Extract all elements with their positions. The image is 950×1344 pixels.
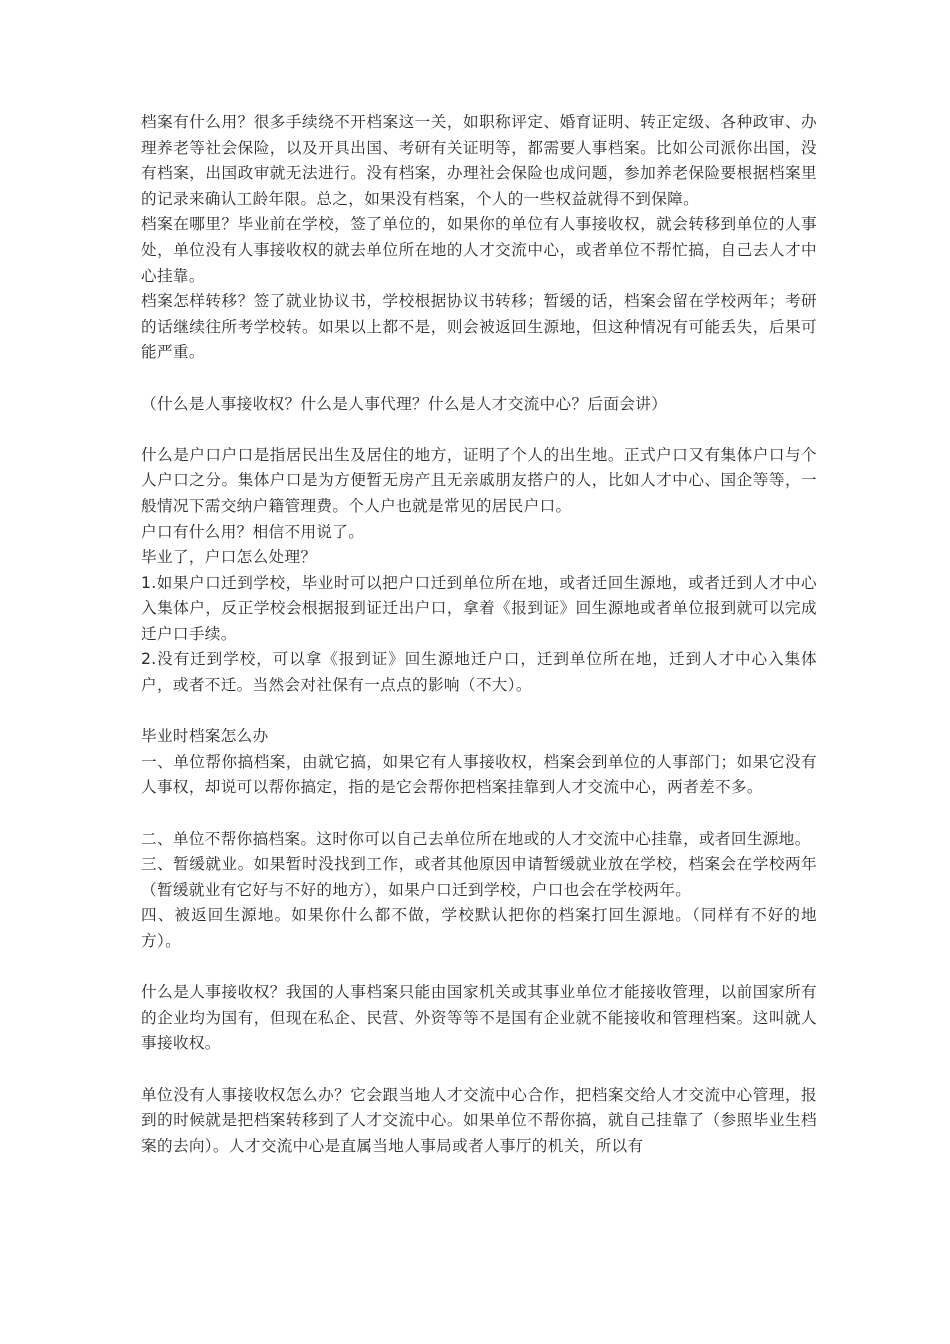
blank-line [141,801,817,827]
paragraph-archive-case-4: 四、被返回生源地。如果你什么都不做，学校默认把你的档案打回生源地。（同样有不好的地方）。 [141,906,817,950]
paragraph-archive-transfer: 档案怎样转移？签了就业协议书，学校根据协议书转移；暂缓的话，档案会留在学校两年；考研的话继续往所考学校转。如果以上都不是，则会被返回生源地，但这种情况有可能丢失，后果可能严重。 [141,292,817,362]
paragraph-graduation-archive-heading: 毕业时档案怎么办 [141,727,269,746]
paragraph-hukou-definition: 什么是户口户口是指居民出生及居住的地方，证明了个人的出生地。正式户口又有集体户口与个人户口之分。集体户口是为方便暂无房产且无亲戚朋友搭户的人，比如人才中心、国企等等，一般情况下需交纳户籍管理费。个人户也就是常见的居民户口。 [141,445,817,515]
blank-line [141,417,817,443]
paragraph-hukou-purpose: 户口有什么用？相信不用说了。 [141,522,365,541]
paragraph-note-questions: （什么是人事接收权？什么是人事代理？什么是人才交流中心？后面会讲） [141,394,668,413]
paragraph-archive-location: 档案在哪里？毕业前在学校，签了单位的，如果你的单位有人事接收权，就会转移到单位的人事处，单位没有人事接收权的就去单位所在地的人才交流中心，或者单位不帮忙搞，自己去人才中心挂靠。 [141,215,817,285]
paragraph-no-personnel-right: 单位没有人事接收权怎么办？它会跟当地人才交流中心合作，把档案交给人才交流中心管理，报到的时候就是把档案转移到了人才交流中心。如果单位不帮你搞，就自己挂靠了（参照毕业生档案的去向）。人才交流中心是直属当地人事局或者人事厅的机关，所以有 [141,1085,817,1155]
paragraph-archive-case-2: 二、单位不帮你搞档案。这时你可以自己去单位所在地或的人才交流中心挂靠，或者回生源地。 [141,829,811,848]
paragraph-hukou-option-1: 1.如果户口迁到学校，毕业时可以把户口迁到单位所在地，或者迁回生源地，或者迁到人才中心入集体户，反正学校会根据报到证迁出户口，拿着《报到证》回生源地或者单位报到就可以完成迁户口手续。 [141,573,817,643]
paragraph-hukou-option-2: 2.没有迁到学校，可以拿《报到证》回生源地迁户口，迁到单位所在地，迁到人才中心入集体户，或者不迁。当然会对社保有一点点的影响（不大）。 [141,650,817,695]
paragraph-personnel-right: 什么是人事接收权？我国的人事档案只能由国家机关或其事业单位才能接收管理，以前国家所有的企业均为国有，但现在私企、民营、外资等等不是国有企业就不能接收和管理档案。这叫就人事接收权。 [141,983,817,1053]
blank-line [141,366,817,392]
document-body [141,110,817,1159]
paragraph-archive-case-3: 三、暂缓就业。如果暂时没找到工作，或者其他原因申请暂缓就业放在学校，档案会在学校两年（暂缓就业有它好与不好的地方），如果户口迁到学校，户口也会在学校两年。 [141,855,817,899]
blank-line [141,1057,817,1083]
blank-line [141,955,817,981]
paragraph-archive-purpose: 档案有什么用？很多手续绕不开档案这一关，如职称评定、婚育证明、转正定级、各种政审、办理养老等社会保险，以及开具出国、考研有关证明等，都需要人事档案。比如公司派你出国，没有档案，出国政审就无法进行。没有档案，办理社会保险也成问题，参加养老保险要根据档案里的记录来确认工龄年限。总之，如果没有档案，个人的一些权益就得不到保障。 [141,113,817,208]
paragraph-archive-case-1: 一、单位帮你搞档案，由就它搞，如果它有人事接收权，档案会到单位的人事部门；如果它没有人事权，却说可以帮你搞定，指的是它会帮你把档案挂靠到人才交流中心，两者差不多。 [141,752,817,797]
blank-line [141,699,817,725]
paragraph-hukou-graduation: 毕业了，户口怎么处理？ [141,548,317,567]
